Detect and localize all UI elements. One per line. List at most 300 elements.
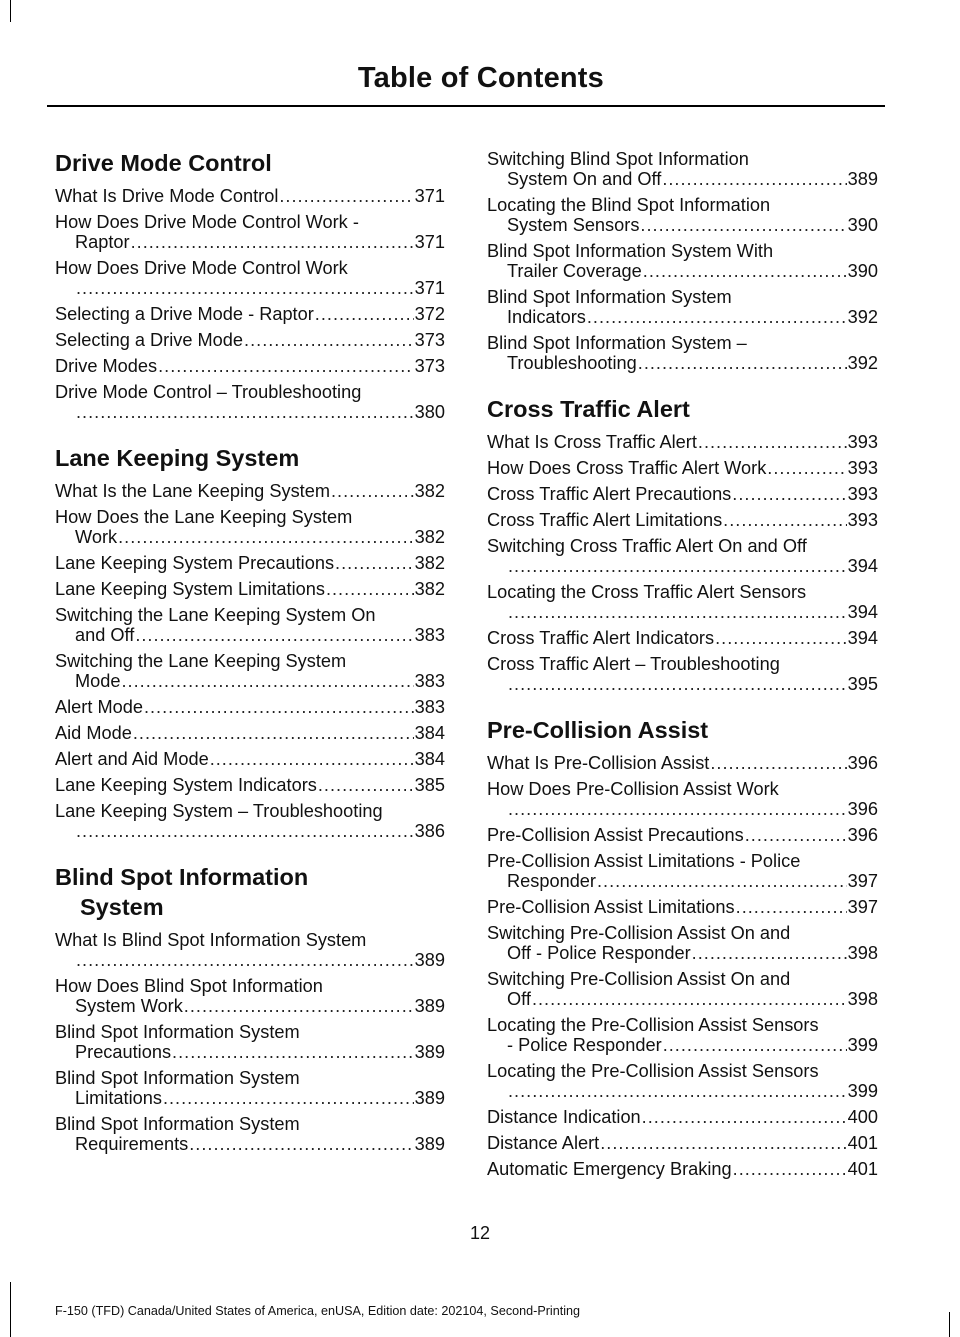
toc-entry-text: Drive Modes — [55, 356, 158, 376]
toc-entry[interactable] — [487, 1015, 878, 1055]
toc-entry-line — [55, 330, 445, 350]
toc-entry-text: What Is Drive Mode Control — [55, 186, 279, 206]
toc-entry-page: 385 — [414, 775, 445, 795]
toc-entry-page: 384 — [414, 723, 445, 743]
toc-entry-line — [487, 1133, 878, 1153]
toc-entry-page: 382 — [414, 527, 445, 547]
toc-entry-line — [55, 996, 445, 1016]
toc-entry-text: Switching the Lane Keeping System On — [55, 605, 376, 625]
toc-entry-page: 380 — [414, 402, 445, 422]
dot-leader — [662, 169, 846, 189]
toc-entry-line — [487, 241, 878, 261]
toc-entry[interactable] — [487, 582, 878, 622]
toc-entry-text: Lane Keeping System Indicators — [55, 775, 317, 795]
toc-entry-text: Drive Mode Control – Troubleshooting — [55, 382, 362, 402]
toc-entry-page: 390 — [847, 215, 878, 235]
toc-entry-text: Switching the Lane Keeping System — [55, 651, 347, 671]
toc-entry[interactable] — [487, 484, 878, 504]
toc-entry-line — [55, 1022, 445, 1042]
toc-entry[interactable] — [487, 241, 878, 281]
dot-leader — [638, 353, 847, 373]
toc-entry-text: Blind Spot Information System — [55, 1068, 300, 1088]
toc-entry-text: How Does Drive Mode Control Work - — [55, 212, 359, 232]
toc-entry-text: What Is Blind Spot Information System — [55, 930, 367, 950]
toc-entry-page: 373 — [414, 330, 445, 350]
toc-entry-page: 396 — [847, 799, 878, 819]
toc-entry-line — [55, 278, 445, 298]
toc-entry-page: 389 — [414, 1088, 445, 1108]
toc-entry[interactable] — [487, 195, 878, 235]
dot-leader — [698, 432, 847, 452]
toc-entry-page: 392 — [847, 307, 878, 327]
dot-leader — [767, 458, 846, 478]
toc-entry-line — [487, 261, 878, 281]
toc-section — [487, 394, 878, 694]
toc-entry-line — [55, 507, 445, 527]
toc-entry-text: How Does Cross Traffic Alert Work — [487, 458, 767, 478]
section-heading — [55, 443, 445, 473]
toc-entry-line — [487, 556, 878, 576]
crop-mark-bottom-left — [10, 1282, 11, 1337]
toc-entry-line — [55, 258, 445, 278]
toc-entry-line — [55, 625, 445, 645]
toc-entry-page: 399 — [847, 1081, 878, 1101]
dot-leader — [745, 825, 847, 845]
toc-entry[interactable] — [487, 654, 878, 694]
toc-entry-line — [487, 943, 878, 963]
toc-entry-page: 372 — [414, 304, 445, 324]
dot-leader — [532, 989, 847, 1009]
toc-entry[interactable] — [487, 779, 878, 819]
toc-entry[interactable] — [55, 1022, 445, 1062]
toc-entry-line — [487, 871, 878, 891]
toc-entry-text: Selecting a Drive Mode — [55, 330, 244, 350]
toc-entry-text: Alert Mode — [55, 697, 143, 717]
toc-entry-text: System On and Off — [507, 169, 662, 189]
toc-entry[interactable] — [487, 1061, 878, 1101]
toc-entry-line — [55, 1042, 445, 1062]
toc-entry-text: Pre-Collision Assist Limitations — [487, 897, 735, 917]
crop-mark-bottom-right — [949, 1312, 950, 1337]
page-title: Table of Contents — [357, 62, 604, 94]
dot-leader — [76, 821, 414, 841]
toc-entry-page: 396 — [847, 825, 878, 845]
footer-edition-info: F-150 (TFD) Canada/United States of America, enUSA, Edition date: 202104, Second-Printing — [55, 1304, 581, 1318]
toc-entry-line — [55, 553, 445, 573]
toc-entry-text: - Police Responder — [507, 1035, 662, 1055]
dot-leader — [663, 1035, 847, 1055]
toc-entry[interactable] — [55, 507, 445, 547]
dot-leader — [318, 775, 414, 795]
toc-entry-page: 373 — [414, 356, 445, 376]
toc-entry[interactable] — [55, 775, 445, 795]
toc-entry-line — [55, 801, 445, 821]
toc-entry-line — [55, 527, 445, 547]
dot-leader — [189, 1134, 413, 1154]
dot-leader — [76, 278, 414, 298]
toc-entry[interactable] — [55, 481, 445, 501]
toc-entry-text: Locating the Cross Traffic Alert Sensors — [487, 582, 807, 602]
dot-leader — [76, 950, 414, 970]
toc-entry-line — [487, 1035, 878, 1055]
toc-entry-line — [487, 458, 878, 478]
toc-entry[interactable] — [487, 825, 878, 845]
toc-entry[interactable] — [55, 749, 445, 769]
toc-entry-text: Alert and Aid Mode — [55, 749, 209, 769]
toc-entry-line — [55, 481, 445, 501]
toc-entry[interactable] — [487, 1133, 878, 1153]
toc-entry-line — [487, 602, 878, 622]
toc-entry-page: 401 — [847, 1159, 878, 1179]
toc-right-column — [487, 149, 878, 1200]
toc-entry-text: Raptor — [75, 232, 130, 252]
toc-section — [55, 148, 445, 422]
toc-entry[interactable] — [55, 1114, 445, 1154]
toc-entry-text: Blind Spot Information System With — [487, 241, 774, 261]
toc-entry-line — [487, 149, 878, 169]
toc-entry-text: Automatic Emergency Braking — [487, 1159, 732, 1179]
dot-leader — [315, 304, 414, 324]
toc-entry[interactable] — [487, 1107, 878, 1127]
section-heading — [55, 862, 445, 922]
toc-entry-line — [55, 651, 445, 671]
toc-entry-text: Lane Keeping System Limitations — [55, 579, 325, 599]
dot-leader — [597, 871, 847, 891]
toc-entry-page: 398 — [847, 943, 878, 963]
toc-entry-page: 389 — [414, 950, 445, 970]
dot-leader — [643, 261, 847, 281]
section-heading-line: Lane Keeping System — [55, 445, 300, 471]
toc-entry-page: 371 — [414, 278, 445, 298]
toc-entry-page: 389 — [414, 1042, 445, 1062]
toc-entry-text: Cross Traffic Alert Precautions — [487, 484, 732, 504]
toc-entry-page: 384 — [414, 749, 445, 769]
toc-entry[interactable] — [55, 930, 445, 970]
toc-entry-page: 396 — [847, 753, 878, 773]
toc-entry-text: Distance Indication — [487, 1107, 641, 1127]
toc-entry-text: How Does Blind Spot Information — [55, 976, 323, 996]
toc-entry-line — [55, 186, 445, 206]
toc-entry-text: Responder — [507, 871, 596, 891]
toc-entry-line — [487, 333, 878, 353]
toc-entry-text: How Does Pre-Collision Assist Work — [487, 779, 779, 799]
toc-entry[interactable] — [55, 579, 445, 599]
toc-entry-text: Switching Pre-Collision Assist On and — [487, 969, 791, 989]
toc-entry-line — [55, 579, 445, 599]
toc-entry[interactable] — [55, 976, 445, 1016]
toc-left-column — [55, 148, 445, 1175]
section-heading-line: System — [80, 894, 164, 920]
toc-entry-page: 386 — [414, 821, 445, 841]
toc-entry-line — [487, 825, 878, 845]
toc-entry[interactable] — [487, 287, 878, 327]
toc-entry-page: 401 — [847, 1133, 878, 1153]
toc-entry-text: Switching Pre-Collision Assist On and — [487, 923, 791, 943]
toc-entry-page: 371 — [414, 186, 445, 206]
toc-entry-text: and Off — [75, 625, 135, 645]
toc-entry-page: 383 — [414, 697, 445, 717]
toc-entry-line — [55, 950, 445, 970]
section-heading-line: Cross Traffic Alert — [487, 396, 690, 422]
dot-leader — [144, 697, 414, 717]
dot-leader — [600, 1133, 846, 1153]
toc-section — [55, 443, 445, 841]
toc-entry-line — [487, 1107, 878, 1127]
toc-entry[interactable] — [487, 333, 878, 373]
toc-entry-page: 393 — [847, 458, 878, 478]
toc-entry[interactable] — [487, 149, 878, 189]
toc-entry[interactable] — [55, 801, 445, 841]
toc-entry-line — [487, 432, 878, 452]
toc-entry-text: Cross Traffic Alert Limitations — [487, 510, 723, 530]
toc-entry-page: 382 — [414, 553, 445, 573]
page-number: 12 — [469, 1223, 491, 1243]
toc-entry-line — [487, 195, 878, 215]
dot-leader — [508, 556, 847, 576]
dot-leader — [508, 602, 847, 622]
toc-entry-text: System Sensors — [507, 215, 640, 235]
toc-entry-text: Locating the Pre-Collision Assist Sensors — [487, 1015, 819, 1035]
dot-leader — [158, 356, 414, 376]
toc-entry-line — [487, 353, 878, 373]
toc-entry-line — [55, 356, 445, 376]
toc-entry-page: 395 — [847, 674, 878, 694]
toc-entry-text: Requirements — [75, 1134, 189, 1154]
toc-entry-line — [55, 775, 445, 795]
toc-entry[interactable] — [487, 897, 878, 917]
toc-entry-text: How Does the Lane Keeping System — [55, 507, 353, 527]
toc-entry-page: 398 — [847, 989, 878, 1009]
dot-leader — [163, 1088, 414, 1108]
toc-entry-page: 382 — [414, 481, 445, 501]
toc-entry-line — [55, 671, 445, 691]
dot-leader — [279, 186, 413, 206]
toc-entry-line — [55, 402, 445, 422]
toc-entry-line — [487, 674, 878, 694]
dot-leader — [172, 1042, 414, 1062]
toc-entry-text: Blind Spot Information System — [487, 287, 732, 307]
toc-entry-line — [55, 749, 445, 769]
dot-leader — [587, 307, 847, 327]
toc-entry-text: Off - Police Responder — [507, 943, 691, 963]
toc-entry[interactable] — [487, 628, 878, 648]
toc-entry-page: 397 — [847, 871, 878, 891]
dot-leader — [715, 628, 847, 648]
toc-entry-page: 389 — [414, 996, 445, 1016]
toc-entry[interactable] — [487, 923, 878, 963]
toc-entry[interactable] — [55, 553, 445, 573]
toc-entry-line — [487, 484, 878, 504]
dot-leader — [118, 527, 414, 547]
toc-entry[interactable] — [487, 969, 878, 1009]
section-heading — [55, 148, 445, 178]
toc-entry-text: Lane Keeping System Precautions — [55, 553, 335, 573]
dot-leader — [710, 753, 846, 773]
dot-leader — [210, 749, 414, 769]
dot-leader — [733, 1159, 847, 1179]
dot-leader — [122, 671, 414, 691]
section-heading-line: Pre-Collision Assist — [487, 717, 709, 743]
toc-entry-text: Troubleshooting — [507, 353, 637, 373]
dot-leader — [732, 484, 846, 504]
toc-entry[interactable] — [55, 697, 445, 717]
toc-entry-page: 400 — [847, 1107, 878, 1127]
toc-entry[interactable] — [487, 510, 878, 530]
toc-entry-text: Switching Cross Traffic Alert On and Off — [487, 536, 807, 556]
toc-entry-page: 394 — [847, 602, 878, 622]
toc-entry[interactable] — [487, 458, 878, 478]
dot-leader — [135, 625, 413, 645]
toc-entry-page: 371 — [414, 232, 445, 252]
toc-entry-line — [487, 897, 878, 917]
toc-entry[interactable] — [55, 1068, 445, 1108]
toc-entry-line — [55, 976, 445, 996]
dot-leader — [736, 897, 847, 917]
toc-entry-page: 383 — [414, 671, 445, 691]
toc-entry-page: 383 — [414, 625, 445, 645]
toc-entry-line — [487, 287, 878, 307]
toc-entry-page: 394 — [847, 556, 878, 576]
toc-entry-line — [487, 215, 878, 235]
dot-leader — [133, 723, 414, 743]
toc-section — [487, 715, 878, 1179]
section-heading — [487, 715, 878, 745]
header-divider — [47, 105, 885, 107]
toc-entry[interactable] — [55, 212, 445, 252]
toc-entry-line — [487, 628, 878, 648]
toc-entry-text: System Work — [75, 996, 183, 1016]
toc-entry-line — [55, 382, 445, 402]
toc-entry-line — [55, 304, 445, 324]
toc-entry[interactable] — [55, 186, 445, 206]
toc-entry[interactable] — [487, 432, 878, 452]
toc-entry-line — [487, 582, 878, 602]
toc-entry[interactable] — [487, 851, 878, 891]
dot-leader — [184, 996, 414, 1016]
toc-entry-text: Work — [75, 527, 118, 547]
toc-entry-text: Cross Traffic Alert – Troubleshooting — [487, 654, 780, 674]
toc-entry-line — [487, 851, 878, 871]
toc-entry-text: Locating the Pre-Collision Assist Sensors — [487, 1061, 819, 1081]
toc-entry-text: Precautions — [75, 1042, 172, 1062]
toc-entry-line — [487, 536, 878, 556]
section-heading-line: Blind Spot Information — [55, 864, 309, 890]
toc-entry-line — [487, 1061, 878, 1081]
toc-entry-page: 392 — [847, 353, 878, 373]
toc-entry-line — [55, 930, 445, 950]
toc-entry-line — [55, 723, 445, 743]
toc-entry-text: Cross Traffic Alert Indicators — [487, 628, 715, 648]
dot-leader — [335, 553, 414, 573]
dot-leader — [723, 510, 846, 530]
toc-entry-line — [55, 821, 445, 841]
toc-entry[interactable] — [487, 753, 878, 773]
toc-entry-page: 397 — [847, 897, 878, 917]
dot-leader — [642, 1107, 847, 1127]
toc-entry-text: Aid Mode — [55, 723, 132, 743]
toc-entry-line — [55, 1114, 445, 1134]
toc-entry-line — [55, 232, 445, 252]
dot-leader — [331, 481, 414, 501]
toc-entry-page: 393 — [847, 484, 878, 504]
toc-entry-line — [487, 923, 878, 943]
toc-entry-line — [487, 169, 878, 189]
toc-entry-text: Limitations — [75, 1088, 162, 1108]
toc-entry-page: 394 — [847, 628, 878, 648]
dot-leader — [692, 943, 847, 963]
toc-entry-line — [487, 1081, 878, 1101]
dot-leader — [76, 402, 414, 422]
toc-entry[interactable] — [55, 605, 445, 645]
toc-entry[interactable] — [55, 258, 445, 298]
toc-entry-text: Indicators — [507, 307, 586, 327]
dot-leader — [640, 215, 846, 235]
toc-entry[interactable] — [55, 330, 445, 350]
section-heading — [487, 394, 878, 424]
toc-entry[interactable] — [487, 536, 878, 576]
dot-leader — [244, 330, 414, 350]
dot-leader — [131, 232, 414, 252]
crop-mark-top-left — [10, 0, 11, 22]
toc-entry-page: 390 — [847, 261, 878, 281]
toc-entry-text: Blind Spot Information System – — [487, 333, 747, 353]
toc-entry-text: Mode — [75, 671, 121, 691]
dot-leader — [508, 799, 847, 819]
dot-leader — [508, 1081, 847, 1101]
toc-entry-text: Pre-Collision Assist Precautions — [487, 825, 744, 845]
dot-leader — [326, 579, 414, 599]
toc-entry-page: 393 — [847, 510, 878, 530]
toc-entry-text: Lane Keeping System – Troubleshooting — [55, 801, 383, 821]
toc-entry-line — [55, 212, 445, 232]
toc-entry-text: Selecting a Drive Mode - Raptor — [55, 304, 314, 324]
toc-entry-line — [487, 969, 878, 989]
toc-entry-page: 389 — [414, 1134, 445, 1154]
dot-leader — [508, 674, 847, 694]
toc-entry-text: Off — [507, 989, 531, 1009]
toc-entry-text: Distance Alert — [487, 1133, 600, 1153]
toc-entry-text: Switching Blind Spot Information — [487, 149, 749, 169]
toc-entry-line — [55, 1068, 445, 1088]
toc-entry-text: Locating the Blind Spot Information — [487, 195, 771, 215]
toc-entry-line — [487, 799, 878, 819]
toc-entry-line — [55, 1134, 445, 1154]
toc-entry-line — [55, 697, 445, 717]
toc-entry-line — [55, 605, 445, 625]
toc-entry-line — [487, 654, 878, 674]
toc-entry-text: How Does Drive Mode Control Work — [55, 258, 348, 278]
toc-entry[interactable] — [55, 356, 445, 376]
toc-entry[interactable] — [55, 304, 445, 324]
toc-entry-page: 389 — [847, 169, 878, 189]
toc-entry-line — [55, 1088, 445, 1108]
toc-entry-text: Trailer Coverage — [507, 261, 642, 281]
toc-entry-line — [487, 779, 878, 799]
toc-entry-page: 399 — [847, 1035, 878, 1055]
toc-entry[interactable] — [55, 382, 445, 422]
toc-entry-text: Blind Spot Information System — [55, 1022, 300, 1042]
toc-entry-line — [487, 510, 878, 530]
toc-entry-line — [487, 1015, 878, 1035]
toc-entry-line — [487, 989, 878, 1009]
toc-entry[interactable] — [55, 651, 445, 691]
toc-entry-page: 382 — [414, 579, 445, 599]
toc-entry-line — [487, 1159, 878, 1179]
toc-entry[interactable] — [55, 723, 445, 743]
toc-entry-page: 393 — [847, 432, 878, 452]
toc-entry[interactable] — [487, 1159, 878, 1179]
toc-entry-text: Blind Spot Information System — [55, 1114, 300, 1134]
